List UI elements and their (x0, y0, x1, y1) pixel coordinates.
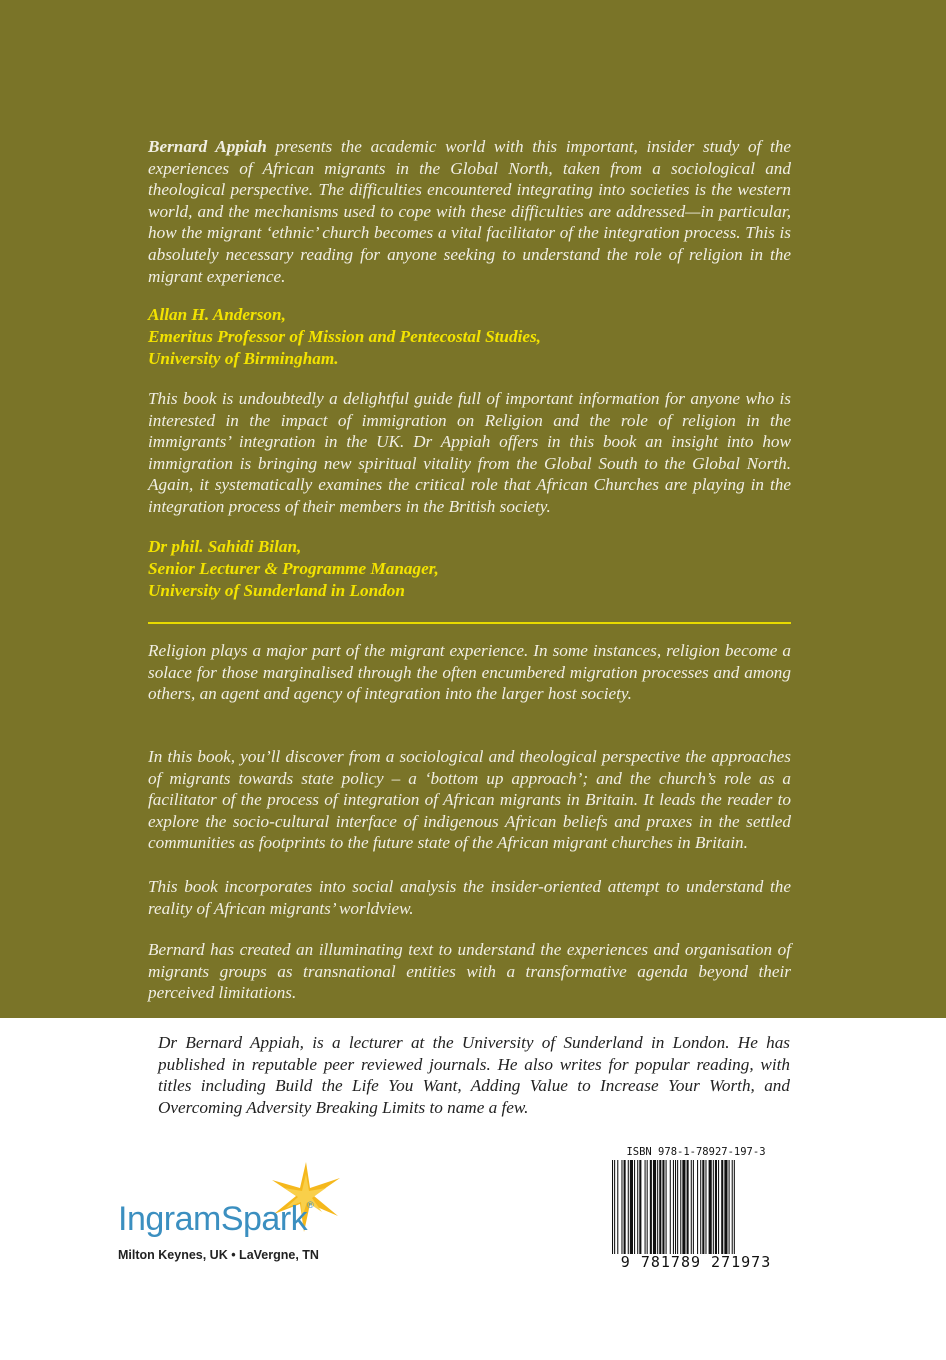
barcode-bar (647, 1160, 648, 1254)
barcode-bar (729, 1160, 730, 1254)
barcode-bar (680, 1160, 681, 1254)
endorsement-2-attribution (148, 536, 791, 602)
barcode-bar (637, 1160, 638, 1254)
barcode-bar (718, 1160, 719, 1254)
barcode-bar (617, 1160, 618, 1254)
barcode-bar (628, 1160, 629, 1254)
attribution-2-institution: University of Sunderland in London (148, 581, 405, 600)
barcode-bar (713, 1160, 714, 1254)
isbn-label: ISBN 978-1-78927-197-3 (626, 1146, 766, 1158)
endorsement-1-text (148, 136, 791, 287)
divider-line (148, 622, 791, 624)
barcode-bar (682, 1160, 685, 1254)
barcode-bar (693, 1160, 694, 1254)
description-paragraph-1: Religion plays a major part of the migrant experience. In some instances, religion become a solace for those marginalised through the often encumbered migration processes and among others, an agent and agency of integration into the larger host society. (148, 641, 791, 704)
attribution-1-title: Emeritus Professor of Mission and Pentecostal Studies, (148, 327, 541, 346)
barcode-bar (657, 1160, 658, 1254)
author-bio: Dr Bernard Appiah, is a lecturer at the University of Sunderland in London. He has published in reputable peer reviewed journals. He also writes for popular reading, with titles including Build the Life You Want, Adding Value to Increase Your Worth, and Overcoming Adversity Breaking Limits to name a few. (158, 1033, 790, 1117)
barcode-bar (697, 1160, 698, 1254)
barcode-bar (721, 1160, 723, 1254)
barcode-bar (621, 1160, 622, 1254)
barcode-bar (709, 1160, 712, 1254)
barcode-bar (662, 1160, 664, 1254)
barcode-bar (691, 1160, 692, 1254)
barcode-bar (624, 1160, 626, 1254)
publisher-logo-text (118, 1200, 313, 1239)
barcode-bar (734, 1160, 735, 1254)
barcode-bar (673, 1160, 674, 1254)
barcode-bar (653, 1160, 656, 1254)
barcode-bar (705, 1160, 706, 1254)
barcode-bar (614, 1160, 615, 1254)
barcode-bar (612, 1160, 613, 1254)
barcode-bars (612, 1160, 780, 1254)
barcode-bar (645, 1160, 646, 1254)
publisher-logo (118, 1158, 358, 1268)
endorsement-1-body: presents the academic world with this important, insider study of the experiences of African migrants in the Global North, taken from a sociological and theological perspective. The difficulties encountered integrating into societies is the western world, and the mechanisms used to cope with these difficulties are addressed—in particular, how the migrant ‘ethnic’ church becomes a vital facilitator of the integration process. This is absolutely necessary reading for anyone seeking to understand the role of religion in the migrant experience. (148, 137, 791, 286)
attribution-2-name: Dr phil. Sahidi Bilan, (148, 537, 302, 556)
isbn-digits: 9 781789 271973 (620, 1253, 772, 1271)
barcode-bar (639, 1160, 641, 1254)
barcode-bar (700, 1160, 701, 1254)
barcode-bar (687, 1160, 689, 1254)
barcode-bar (702, 1160, 704, 1254)
barcode-bar (659, 1160, 661, 1254)
attribution-1-institution: University of Birmingham. (148, 349, 339, 368)
barcode-bar (650, 1160, 652, 1254)
description-paragraph-4: Bernard has created an illuminating text to understand the experiences and organisation of migrants groups as transnational entities with a transformative agenda beyond their perceived limitations. (148, 940, 791, 1003)
publisher-locations: Milton Keynes, UK • LaVergne, TN (118, 1248, 319, 1262)
barcode-bar (715, 1160, 717, 1254)
endorsement-1-author: Bernard Appiah (148, 137, 267, 156)
barcode-bar (732, 1160, 733, 1254)
attribution-1-name: Allan H. Anderson, (148, 305, 286, 324)
barcode-bar (630, 1160, 633, 1254)
barcode-bar (670, 1160, 671, 1254)
barcode-bar (634, 1160, 635, 1254)
publisher-name: IngramSpark (118, 1200, 308, 1238)
barcode-bar (724, 1160, 727, 1254)
barcode-bar (677, 1160, 678, 1254)
endorsement-1-attribution (148, 304, 791, 370)
description-paragraph-3: This book incorporates into social analysis the insider-oriented attempt to understand the reality of African migrants’ worldview. (148, 877, 791, 918)
endorsement-2-text: This book is undoubtedly a delightful guide full of important information for anyone who is interested in the impact of immigration on Religion and the role of religion in the immigrants’ integration in the UK. Dr Appiah offers in this book an insight into how immigration is bringing new spiritual vitality from the Global South to the Global North. Again, it systematically examines the critical role that African Churches are playing in the integration process of their members in the British society. (148, 389, 791, 516)
attribution-2-title: Senior Lecturer & Programme Manager, (148, 559, 439, 578)
barcode-bar (675, 1160, 676, 1254)
description-paragraph-2: In this book, you’ll discover from a sociological and theological perspective the approaches of migrants towards state policy – a ‘bottom up approach’; and the church’s role as a facilitator of the process of integration of African migrants in Britain. It leads the reader to explore the socio-cultural interface of indigenous African beliefs and praxes in the settled communities as footprints to the future state of the African migrant churches in Britain. (148, 747, 791, 853)
barcode-bar (666, 1160, 667, 1254)
trademark-symbol: ® (307, 1200, 314, 1210)
isbn-barcode (610, 1146, 782, 1274)
